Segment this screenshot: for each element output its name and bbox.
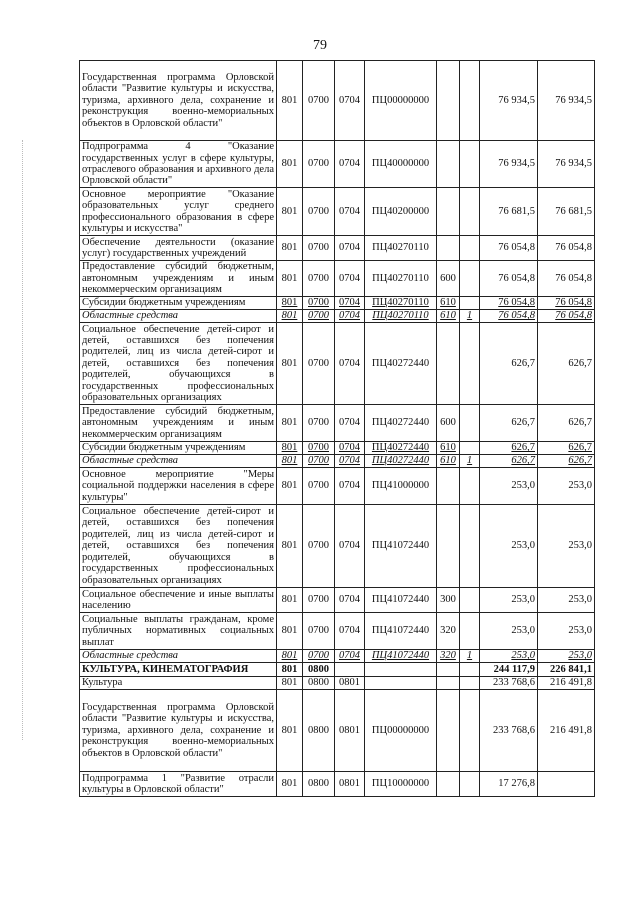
subsection-code: [335, 663, 365, 677]
target-article-code: ПЦ40270110: [365, 236, 437, 261]
amount-plan: 76 054,8: [480, 261, 538, 297]
row-name: Социальные выплаты гражданам, кроме публичных нормативных социальных выплат: [80, 613, 277, 650]
expense-type-code: 610: [437, 455, 460, 468]
amount-final: 253,0: [538, 468, 595, 505]
ministry-code: 801: [277, 261, 303, 297]
expense-type-code: 300: [437, 588, 460, 613]
section-code: 0700: [303, 588, 335, 613]
section-code: 0700: [303, 236, 335, 261]
amount-final: 76 054,8: [538, 261, 595, 297]
expense-type-code: [437, 468, 460, 505]
target-article-code: ПЦ40270110: [365, 297, 437, 310]
expense-type-code: 320: [437, 650, 460, 663]
ministry-code: 801: [277, 690, 303, 772]
amount-final: 226 841,1: [538, 663, 595, 677]
ministry-code: 801: [277, 650, 303, 663]
row-name: Социальное обеспечение детей-сирот и детей, оставшихся без попечения родителей, лиц из числа детей-сирот и детей, оставшихся без попечения родителей, обучающихся в государственных профессиональных образовательных организациях: [80, 505, 277, 588]
subsection-code: 0704: [335, 236, 365, 261]
amount-final: 76 054,8: [538, 297, 595, 310]
row-name: Государственная программа Орловской области "Развитие культуры и искусства, туризма, архивного дела, сохранение и реконструкция военно-мемориальных объектов в Орловской области": [80, 690, 277, 772]
subsection-code: 0704: [335, 261, 365, 297]
table-row: [80, 405, 595, 442]
target-article-code: ПЦ41072440: [365, 505, 437, 588]
funding-source-code: [460, 442, 480, 455]
row-name: Основное мероприятие "Оказание образовательных услуг среднего профессионального образования в сфере культуры и искусства": [80, 188, 277, 236]
amount-final: 253,0: [538, 613, 595, 650]
expense-type-code: [437, 141, 460, 188]
subsection-code: 0704: [335, 61, 365, 141]
funding-source-code: [460, 505, 480, 588]
table-row: [80, 188, 595, 236]
table-row: [80, 588, 595, 613]
amount-final: 76 054,8: [538, 236, 595, 261]
subsection-code: 0704: [335, 455, 365, 468]
row-name: Предоставление субсидий бюджетным, автономным учреждениям и иным некоммерческим организациям: [80, 405, 277, 442]
amount-final: 76 681,5: [538, 188, 595, 236]
expense-type-code: [437, 772, 460, 797]
section-code: 0800: [303, 677, 335, 690]
amount-plan: 76 934,5: [480, 61, 538, 141]
subsection-code: 0704: [335, 613, 365, 650]
amount-plan: 76 934,5: [480, 141, 538, 188]
amount-final: 253,0: [538, 505, 595, 588]
section-code: 0700: [303, 613, 335, 650]
table-row: [80, 236, 595, 261]
row-name: Государственная программа Орловской области "Развитие культуры и искусства, туризма, архивного дела, сохранение и реконструкция военно-мемориальных объектов в Орловской области": [80, 61, 277, 141]
target-article-code: ПЦ41000000: [365, 468, 437, 505]
target-article-code: ПЦ41072440: [365, 613, 437, 650]
section-code: 0700: [303, 468, 335, 505]
target-article-code: ПЦ40270110: [365, 310, 437, 323]
expense-type-code: [437, 61, 460, 141]
funding-source-code: [460, 188, 480, 236]
funding-source-code: [460, 677, 480, 690]
ministry-code: 801: [277, 442, 303, 455]
table-row: [80, 297, 595, 310]
ministry-code: 801: [277, 310, 303, 323]
section-code: 0700: [303, 188, 335, 236]
ministry-code: 801: [277, 188, 303, 236]
section-code: 0700: [303, 405, 335, 442]
ministry-code: 801: [277, 141, 303, 188]
amount-final: 216 491,8: [538, 690, 595, 772]
subsection-code: 0704: [335, 310, 365, 323]
target-article-code: ПЦ40272440: [365, 442, 437, 455]
table-row: [80, 442, 595, 455]
row-name: КУЛЬТУРА, КИНЕМАТОГРАФИЯ: [80, 663, 277, 677]
subsection-code: 0801: [335, 690, 365, 772]
amount-final: 626,7: [538, 323, 595, 405]
ministry-code: 801: [277, 468, 303, 505]
funding-source-code: [460, 772, 480, 797]
funding-source-code: [460, 405, 480, 442]
table-row: [80, 613, 595, 650]
amount-plan: 76 054,8: [480, 297, 538, 310]
target-article-code: ПЦ40200000: [365, 188, 437, 236]
section-code: 0700: [303, 297, 335, 310]
row-name: Областные средства: [80, 455, 277, 468]
subsection-code: 0704: [335, 405, 365, 442]
ministry-code: 801: [277, 297, 303, 310]
ministry-code: 801: [277, 663, 303, 677]
amount-final: 76 054,8: [538, 310, 595, 323]
section-code: 0700: [303, 442, 335, 455]
funding-source-code: [460, 588, 480, 613]
funding-source-code: 1: [460, 455, 480, 468]
amount-final: 253,0: [538, 650, 595, 663]
amount-final: 626,7: [538, 455, 595, 468]
table-row: [80, 505, 595, 588]
section-code: 0700: [303, 650, 335, 663]
section-code: 0700: [303, 61, 335, 141]
table-row: [80, 663, 595, 677]
amount-plan: 626,7: [480, 323, 538, 405]
funding-source-code: [460, 236, 480, 261]
target-article-code: ПЦ41072440: [365, 650, 437, 663]
target-article-code: ПЦ00000000: [365, 690, 437, 772]
funding-source-code: [460, 468, 480, 505]
ministry-code: 801: [277, 61, 303, 141]
row-name: Социальное обеспечение детей-сирот и детей, оставшихся без попечения родителей, лиц из числа детей-сирот и детей, оставшихся без попечения родителей, обучающихся в государственных профессиональных образовательных организациях: [80, 323, 277, 405]
amount-plan: 626,7: [480, 455, 538, 468]
expense-type-code: [437, 690, 460, 772]
amount-plan: 76 054,8: [480, 310, 538, 323]
ministry-code: 801: [277, 677, 303, 690]
scan-edge: [22, 140, 24, 740]
section-code: 0800: [303, 663, 335, 677]
amount-plan: 253,0: [480, 505, 538, 588]
funding-source-code: 1: [460, 650, 480, 663]
table-row: [80, 468, 595, 505]
ministry-code: 801: [277, 588, 303, 613]
ministry-code: 801: [277, 236, 303, 261]
expense-type-code: [437, 236, 460, 261]
subsection-code: 0704: [335, 141, 365, 188]
ministry-code: 801: [277, 455, 303, 468]
table-row: [80, 310, 595, 323]
subsection-code: 0704: [335, 323, 365, 405]
section-code: 0700: [303, 310, 335, 323]
amount-final: [538, 772, 595, 797]
amount-plan: 626,7: [480, 405, 538, 442]
amount-plan: 233 768,6: [480, 690, 538, 772]
table-row: [80, 455, 595, 468]
amount-final: 76 934,5: [538, 141, 595, 188]
amount-final: 216 491,8: [538, 677, 595, 690]
expense-type-code: [437, 505, 460, 588]
ministry-code: 801: [277, 323, 303, 405]
amount-plan: 233 768,6: [480, 677, 538, 690]
subsection-code: 0704: [335, 188, 365, 236]
amount-final: 626,7: [538, 405, 595, 442]
page-number: 79: [313, 38, 327, 53]
subsection-code: 0801: [335, 772, 365, 797]
row-name: Социальное обеспечение и иные выплаты населению: [80, 588, 277, 613]
row-name: Основное мероприятие "Меры социальной поддержки населения в сфере культуры": [80, 468, 277, 505]
row-name: Субсидии бюджетным учреждениям: [80, 297, 277, 310]
budget-table: [79, 60, 595, 797]
section-code: 0800: [303, 772, 335, 797]
subsection-code: 0704: [335, 442, 365, 455]
row-name: Подпрограмма 1 "Развитие отрасли культуры в Орловской области": [80, 772, 277, 797]
target-article-code: ПЦ41072440: [365, 588, 437, 613]
expense-type-code: 320: [437, 613, 460, 650]
section-code: 0700: [303, 141, 335, 188]
expense-type-code: 610: [437, 310, 460, 323]
amount-plan: 244 117,9: [480, 663, 538, 677]
row-name: Областные средства: [80, 650, 277, 663]
section-code: 0700: [303, 505, 335, 588]
expense-type-code: 600: [437, 261, 460, 297]
amount-final: 626,7: [538, 442, 595, 455]
amount-plan: 253,0: [480, 468, 538, 505]
table-row: [80, 323, 595, 405]
table-row: [80, 61, 595, 141]
amount-plan: 76 681,5: [480, 188, 538, 236]
expense-type-code: 610: [437, 442, 460, 455]
subsection-code: 0704: [335, 588, 365, 613]
expense-type-code: 600: [437, 405, 460, 442]
target-article-code: ПЦ40272440: [365, 405, 437, 442]
table-row: [80, 772, 595, 797]
funding-source-code: [460, 61, 480, 141]
target-article-code: ПЦ40000000: [365, 141, 437, 188]
expense-type-code: 610: [437, 297, 460, 310]
funding-source-code: 1: [460, 310, 480, 323]
subsection-code: 0704: [335, 468, 365, 505]
target-article-code: [365, 677, 437, 690]
target-article-code: ПЦ40272440: [365, 455, 437, 468]
table-row: [80, 677, 595, 690]
table-row: [80, 690, 595, 772]
amount-final: 76 934,5: [538, 61, 595, 141]
funding-source-code: [460, 141, 480, 188]
amount-plan: 253,0: [480, 588, 538, 613]
target-article-code: ПЦ10000000: [365, 772, 437, 797]
target-article-code: [365, 663, 437, 677]
funding-source-code: [460, 690, 480, 772]
section-code: 0700: [303, 323, 335, 405]
subsection-code: 0704: [335, 505, 365, 588]
ministry-code: 801: [277, 405, 303, 442]
funding-source-code: [460, 297, 480, 310]
funding-source-code: [460, 613, 480, 650]
ministry-code: 801: [277, 613, 303, 650]
amount-plan: 253,0: [480, 650, 538, 663]
ministry-code: 801: [277, 505, 303, 588]
target-article-code: ПЦ00000000: [365, 61, 437, 141]
funding-source-code: [460, 261, 480, 297]
table-row: [80, 261, 595, 297]
amount-final: 253,0: [538, 588, 595, 613]
section-code: 0700: [303, 261, 335, 297]
expense-type-code: [437, 677, 460, 690]
row-name: Предоставление субсидий бюджетным, автономным учреждениям и иным некоммерческим организациям: [80, 261, 277, 297]
expense-type-code: [437, 188, 460, 236]
section-code: 0700: [303, 455, 335, 468]
subsection-code: 0704: [335, 650, 365, 663]
amount-plan: 253,0: [480, 613, 538, 650]
subsection-code: 0801: [335, 677, 365, 690]
row-name: Областные средства: [80, 310, 277, 323]
amount-plan: 17 276,8: [480, 772, 538, 797]
section-code: 0800: [303, 690, 335, 772]
table-row: [80, 650, 595, 663]
subsection-code: 0704: [335, 297, 365, 310]
ministry-code: 801: [277, 772, 303, 797]
funding-source-code: [460, 323, 480, 405]
expense-type-code: [437, 663, 460, 677]
table-row: [80, 141, 595, 188]
target-article-code: ПЦ40272440: [365, 323, 437, 405]
row-name: Субсидии бюджетным учреждениям: [80, 442, 277, 455]
funding-source-code: [460, 663, 480, 677]
row-name: Подпрограмма 4 "Оказание государственных услуг в сфере культуры, отраслевого образования и архивного дела Орловской области": [80, 141, 277, 188]
target-article-code: ПЦ40270110: [365, 261, 437, 297]
row-name: Культура: [80, 677, 277, 690]
amount-plan: 626,7: [480, 442, 538, 455]
expense-type-code: [437, 323, 460, 405]
amount-plan: 76 054,8: [480, 236, 538, 261]
row-name: Обеспечение деятельности (оказание услуг) государственных учреждений: [80, 236, 277, 261]
